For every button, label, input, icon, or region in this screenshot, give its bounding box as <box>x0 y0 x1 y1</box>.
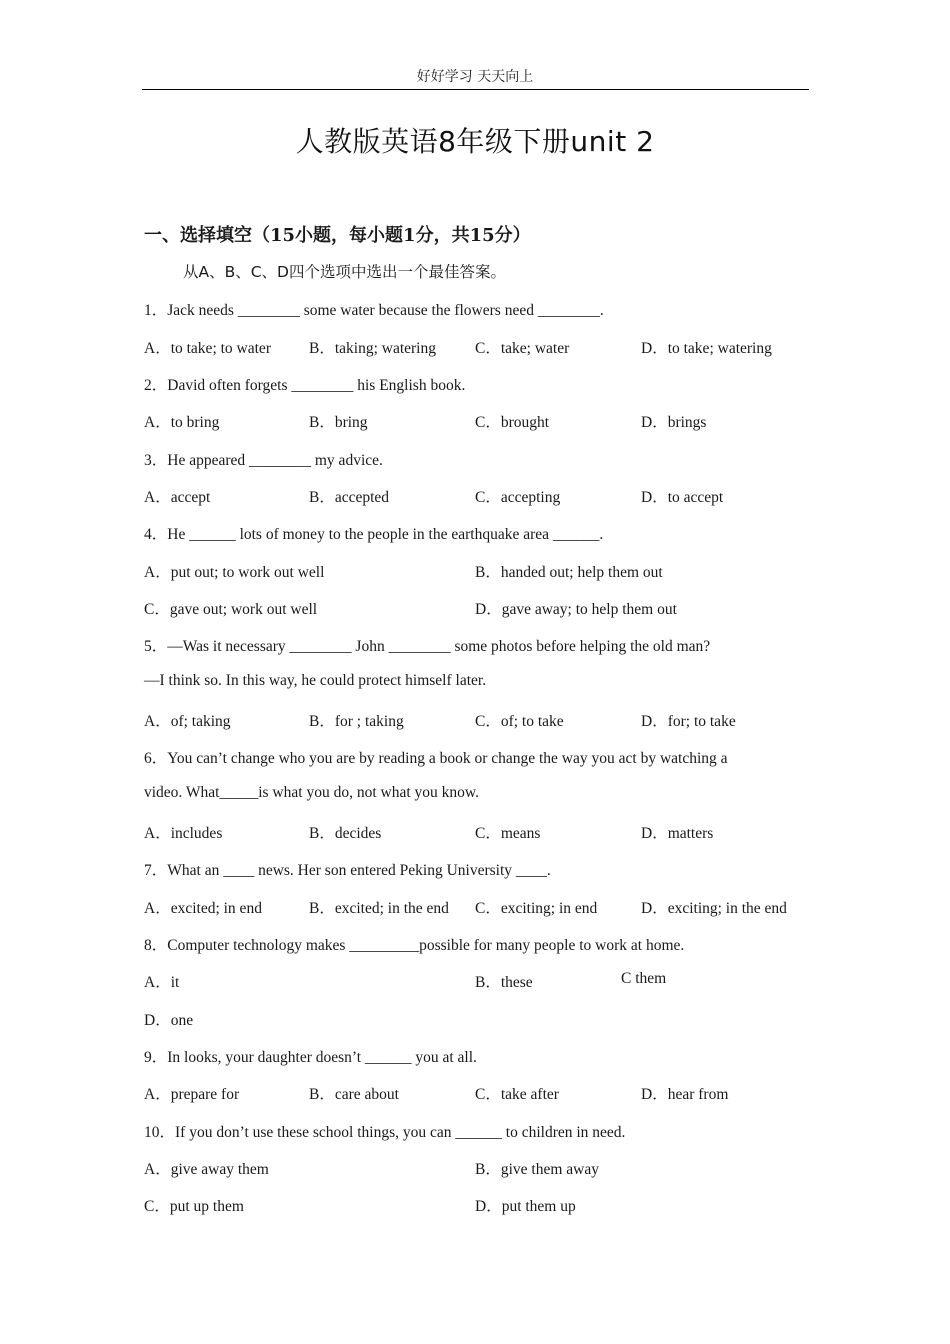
option-b: B．taking; watering <box>309 340 436 357</box>
option-d: D．to take; watering <box>641 340 772 357</box>
question-stem: 10．If you don’t use these school things, you can ______ to children in need. <box>144 1124 626 1141</box>
option-d: D．to accept <box>641 489 724 506</box>
option-b: B．these <box>475 974 533 991</box>
option-c: C．gave out; work out well <box>144 601 318 618</box>
option-d: D．for; to take <box>641 713 736 730</box>
option-a: A．to take; to water <box>144 340 271 357</box>
question-stem: 4．He ______ lots of money to the people in the earthquake area ______. <box>144 526 604 543</box>
page-header: 好好学习 天天向上 <box>416 69 534 85</box>
question-stem: 5．—Was it necessary ________ John ________ some photos before helping the old man? <box>144 638 711 655</box>
option-d: D．matters <box>641 825 714 842</box>
option-c: C．take; water <box>475 340 570 357</box>
question-stem-continued: video. What_____is what you do, not what you know. <box>144 784 479 801</box>
option-a: A．excited; in end <box>144 900 262 917</box>
option-b: B．bring <box>309 414 368 431</box>
option-d: D．gave away; to help them out <box>475 601 677 618</box>
option-b: B．care about <box>309 1086 399 1103</box>
section-heading: 一、选择填空（15小题，每小题1分，共15分） <box>144 225 531 246</box>
question-stem: 3．He appeared ________ my advice. <box>144 452 383 469</box>
option-b: B．excited; in the end <box>309 900 449 917</box>
option-c: C．accepting <box>475 489 561 506</box>
option-b: B．accepted <box>309 489 390 506</box>
question-stem-continued: —I think so. In this way, he could protect himself later. <box>144 672 487 689</box>
question-stem: 9．In looks, your daughter doesn’t ______ you at all. <box>144 1049 477 1066</box>
question-stem: 1．Jack needs ________ some water because the flowers need ________. <box>144 302 604 319</box>
question-stem: 8．Computer technology makes _________possible for many people to work at home. <box>144 937 685 954</box>
option-c: C．of; to take <box>475 713 564 730</box>
question-stem: 7．What an ____ news. Her son entered Peking University ____. <box>144 862 551 879</box>
option-d: D．brings <box>641 414 707 431</box>
option-a: A．includes <box>144 825 223 842</box>
option-b: B．for ; taking <box>309 713 404 730</box>
option-c: C．take after <box>475 1086 559 1103</box>
option-d: D．put them up <box>475 1198 576 1215</box>
header-divider <box>142 89 809 90</box>
option-d: D．hear from <box>641 1086 729 1103</box>
question-stem: 2．David often forgets ________ his English book. <box>144 377 466 394</box>
option-b: B．give them away <box>475 1161 599 1178</box>
section-instruction: 从A、B、C、D四个选项中选出一个最佳答案。 <box>183 263 506 281</box>
option-b: B．handed out; help them out <box>475 564 663 581</box>
option-d: D．one <box>144 1012 194 1029</box>
option-d: D．exciting; in the end <box>641 900 787 917</box>
page-title: 人教版英语8年级下册unit 2 <box>295 125 655 158</box>
option-b: B．decides <box>309 825 382 842</box>
option-c: C．exciting; in end <box>475 900 598 917</box>
option-a: A．it <box>144 974 180 991</box>
option-a: A．accept <box>144 489 211 506</box>
option-c: C．means <box>475 825 541 842</box>
option-a: A．prepare for <box>144 1086 240 1103</box>
option-a: A．give away them <box>144 1161 269 1178</box>
option-c: C them <box>621 970 667 987</box>
option-a: A．to bring <box>144 414 220 431</box>
option-c: C．put up them <box>144 1198 244 1215</box>
option-c: C．brought <box>475 414 550 431</box>
option-a: A．of; taking <box>144 713 231 730</box>
option-a: A．put out; to work out well <box>144 564 325 581</box>
question-stem: 6．You can’t change who you are by reading a book or change the way you act by watching a <box>144 750 728 767</box>
